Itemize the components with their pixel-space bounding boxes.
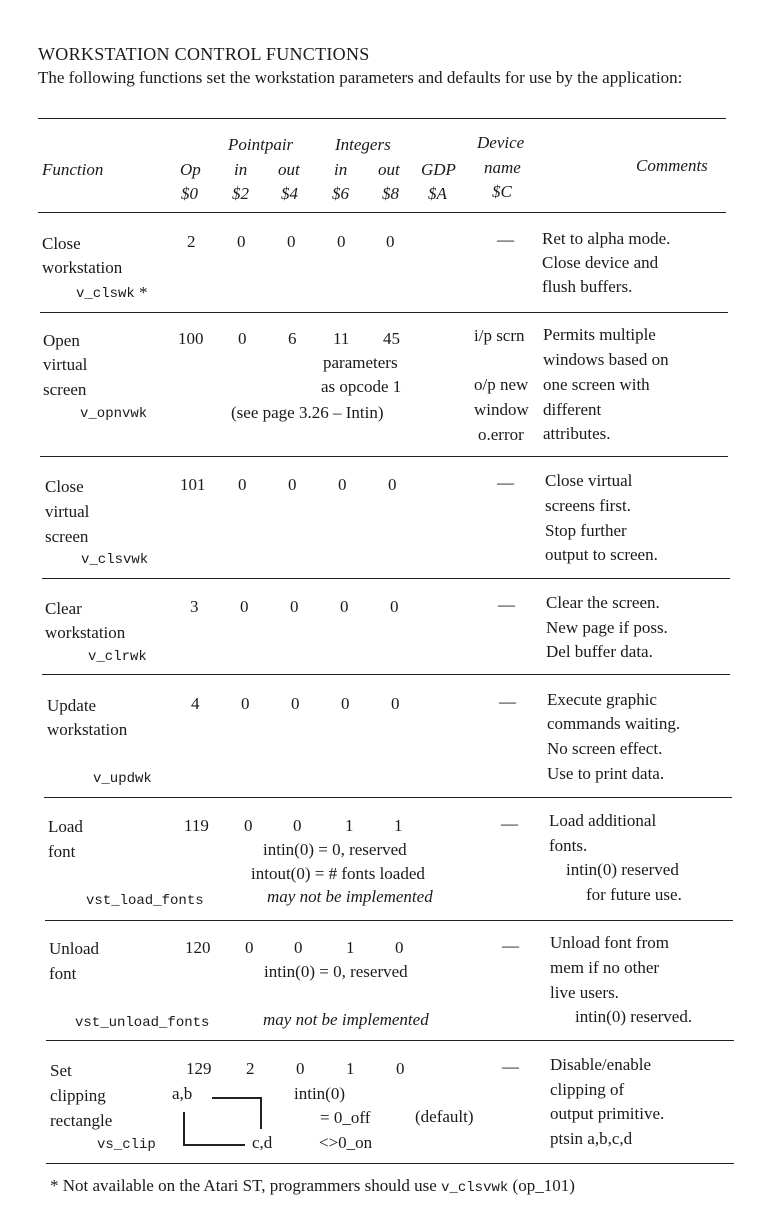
row-int-out: 0 bbox=[390, 597, 399, 616]
row-int-out: 0 bbox=[391, 694, 400, 713]
header-pointpair: Pointpair bbox=[228, 135, 294, 154]
row-comment: Close virtual bbox=[545, 471, 633, 490]
row-comment: No screen effect. bbox=[547, 739, 663, 758]
row-comment: Close device and bbox=[542, 253, 659, 272]
row-pp-out: 0 bbox=[296, 1059, 305, 1078]
row-name: Load bbox=[48, 817, 83, 836]
row-comment: Del buffer data. bbox=[546, 642, 653, 661]
row-code: v_clswk bbox=[76, 286, 135, 302]
header-int-in: in bbox=[334, 160, 348, 179]
row-comment: Clear the screen. bbox=[546, 593, 660, 612]
row-code: vst_unload_fonts bbox=[75, 1015, 210, 1031]
row-int-in: 1 bbox=[345, 816, 354, 835]
row-device: — bbox=[499, 692, 516, 711]
row-pp-in: 2 bbox=[246, 1059, 255, 1078]
row-op: 120 bbox=[185, 938, 211, 957]
row-code: vs_clip bbox=[97, 1137, 156, 1153]
clip-corner-cd: c,d bbox=[252, 1133, 273, 1152]
clip-bracket-bottom bbox=[183, 1144, 245, 1146]
row-int-in: 0 bbox=[341, 694, 350, 713]
row-device: — bbox=[497, 230, 514, 249]
row-pp-in: 0 bbox=[240, 597, 249, 616]
row-note: parameters bbox=[323, 353, 398, 372]
row-pp-in: 0 bbox=[245, 938, 254, 957]
row-int-in: 0 bbox=[338, 475, 347, 494]
row-name: Set bbox=[50, 1061, 72, 1080]
header-op-reg: $0 bbox=[181, 184, 198, 203]
row-code: v_opnvwk bbox=[80, 406, 148, 422]
row-pp-out: 0 bbox=[288, 475, 297, 494]
row-name: Clear bbox=[45, 599, 82, 618]
row-device: window bbox=[474, 400, 529, 419]
row-note: may not be implemented bbox=[267, 887, 433, 906]
row-int-in: 11 bbox=[333, 329, 350, 348]
row-divider bbox=[46, 1040, 734, 1041]
row-pp-in: 0 bbox=[241, 694, 250, 713]
row-device: — bbox=[501, 814, 518, 833]
row-pp-out: 0 bbox=[287, 232, 296, 251]
row-divider bbox=[42, 674, 730, 675]
row-pp-out: 6 bbox=[288, 329, 297, 348]
row-comment: Ret to alpha mode. bbox=[542, 229, 671, 248]
clip-bracket-right bbox=[260, 1097, 262, 1129]
row-name: virtual bbox=[43, 355, 88, 374]
row-comment: one screen with bbox=[543, 375, 650, 394]
row-op: 129 bbox=[186, 1059, 212, 1078]
row-pp-out: 0 bbox=[290, 597, 299, 616]
header-int-in-reg: $6 bbox=[332, 184, 349, 203]
row-name: Unload bbox=[49, 939, 100, 958]
row-comment: clipping of bbox=[550, 1080, 625, 1099]
header-device-name: name bbox=[484, 158, 521, 177]
row-code: v_clsvwk bbox=[81, 552, 149, 568]
rule-header bbox=[38, 212, 726, 213]
header-pp-out: out bbox=[278, 160, 300, 179]
header-pp-out-reg: $4 bbox=[281, 184, 298, 203]
row-comment: ptsin a,b,c,d bbox=[550, 1129, 633, 1148]
row-device: — bbox=[498, 595, 515, 614]
row-comment: mem if no other bbox=[550, 958, 660, 977]
header-device: Device bbox=[477, 133, 525, 152]
header-gdp-reg: $A bbox=[428, 184, 447, 203]
rule-top bbox=[38, 118, 726, 119]
header-gdp: GDP bbox=[421, 160, 456, 179]
row-comment: fonts. bbox=[549, 836, 588, 855]
row-int-in: 0 bbox=[337, 232, 346, 251]
row-name: font bbox=[48, 842, 76, 861]
row-comment: output primitive. bbox=[550, 1104, 665, 1123]
clip-corner-ab: a,b bbox=[172, 1084, 193, 1103]
row-comment: screens first. bbox=[545, 496, 631, 515]
footnote-tail: (op_101) bbox=[512, 1176, 575, 1195]
row-comment: Execute graphic bbox=[547, 690, 657, 709]
row-comment: Use to print data. bbox=[547, 764, 665, 783]
row-device: — bbox=[502, 1057, 519, 1076]
row-pp-in: 0 bbox=[237, 232, 246, 251]
row-int-in: 0 bbox=[340, 597, 349, 616]
row-name: rectangle bbox=[50, 1111, 113, 1130]
row-note: <>0_on bbox=[319, 1133, 373, 1152]
row-divider bbox=[44, 797, 732, 798]
row-op: 2 bbox=[187, 232, 196, 251]
row-divider bbox=[40, 456, 728, 457]
row-pp-out: 0 bbox=[291, 694, 300, 713]
row-op: 119 bbox=[184, 816, 209, 835]
row-note: = 0_off bbox=[320, 1108, 371, 1127]
clip-bracket-top bbox=[212, 1097, 262, 1099]
rule-bottom bbox=[46, 1163, 734, 1164]
footnote-text: * Not available on the Atari ST, programmers should use bbox=[50, 1176, 437, 1195]
row-name: workstation bbox=[47, 720, 128, 739]
header-int-out-reg: $8 bbox=[382, 184, 399, 203]
page-title: WORKSTATION CONTROL FUNCTIONS bbox=[38, 44, 370, 64]
row-name: Open bbox=[43, 331, 80, 350]
row-comment: Stop further bbox=[545, 521, 627, 540]
header-comments: Comments bbox=[636, 156, 708, 175]
row-comment: Unload font from bbox=[550, 933, 669, 952]
row-comment: Disable/enable bbox=[550, 1055, 652, 1074]
row-device: o.error bbox=[478, 425, 524, 444]
row-op: 101 bbox=[180, 475, 206, 494]
header-function: Function bbox=[42, 160, 104, 179]
row-op: 4 bbox=[191, 694, 200, 713]
footnote-code: v_clsvwk bbox=[441, 1180, 509, 1196]
header-integers: Integers bbox=[335, 135, 391, 154]
row-device: — bbox=[502, 936, 519, 955]
row-note: intin(0) = 0, reserved bbox=[263, 840, 407, 859]
clip-bracket-left bbox=[183, 1112, 185, 1146]
intro-text: The following functions set the workstation parameters and defaults for use by the application: bbox=[38, 68, 683, 87]
row-device: i/p scrn bbox=[474, 326, 525, 345]
row-divider bbox=[45, 920, 733, 921]
header-pp-in: in bbox=[234, 160, 248, 179]
row-int-out: 0 bbox=[395, 938, 404, 957]
row-divider bbox=[42, 578, 730, 579]
row-device: — bbox=[497, 473, 514, 492]
row-name: Close bbox=[42, 234, 81, 253]
row-comment: flush buffers. bbox=[542, 277, 633, 296]
row-name: virtual bbox=[45, 502, 90, 521]
row-comment: Load additional bbox=[549, 811, 657, 830]
row-code: v_updwk bbox=[93, 771, 152, 787]
row-name: workstation bbox=[42, 258, 123, 277]
row-comment: live users. bbox=[550, 983, 619, 1002]
row-int-in: 1 bbox=[346, 938, 355, 957]
header-op: Op bbox=[180, 160, 201, 179]
row-pp-in: 0 bbox=[244, 816, 253, 835]
row-comment: commands waiting. bbox=[547, 714, 681, 733]
row-pp-out: 0 bbox=[293, 816, 302, 835]
row-note: intout(0) = # fonts loaded bbox=[251, 864, 425, 883]
row-divider bbox=[40, 312, 728, 313]
row-comment: for future use. bbox=[586, 885, 682, 904]
row-pp-in: 0 bbox=[238, 329, 247, 348]
row-op: 100 bbox=[178, 329, 204, 348]
row-int-out: 0 bbox=[396, 1059, 405, 1078]
row-note: intin(0) bbox=[294, 1084, 345, 1103]
row-note: (default) bbox=[415, 1107, 474, 1126]
row-comment: Permits multiple bbox=[543, 325, 656, 344]
row-int-in: 1 bbox=[346, 1059, 355, 1078]
row-name: Update bbox=[47, 696, 97, 715]
row-int-out: 0 bbox=[386, 232, 395, 251]
row-name: screen bbox=[43, 380, 87, 399]
row-note: may not be implemented bbox=[263, 1010, 429, 1029]
row-pp-in: 0 bbox=[238, 475, 247, 494]
row-note: intin(0) = 0, reserved bbox=[264, 962, 408, 981]
row-pp-out: 0 bbox=[294, 938, 303, 957]
footnote bbox=[50, 1176, 575, 1196]
row-name: screen bbox=[45, 527, 89, 546]
row-comment: different bbox=[543, 400, 602, 419]
header-device-reg: $C bbox=[492, 182, 512, 201]
row-int-out: 45 bbox=[383, 329, 400, 348]
row-name: Close bbox=[45, 477, 84, 496]
header-pp-in-reg: $2 bbox=[232, 184, 249, 203]
row-note: as opcode 1 bbox=[321, 377, 402, 396]
row-comment: New page if poss. bbox=[546, 618, 668, 637]
row-code-mark: * bbox=[139, 283, 148, 302]
row-note: (see page 3.26 – Intin) bbox=[231, 403, 384, 422]
row-code: vst_load_fonts bbox=[86, 893, 204, 909]
row-name: font bbox=[49, 964, 77, 983]
row-op: 3 bbox=[190, 597, 199, 616]
row-comment: intin(0) reserved. bbox=[575, 1007, 693, 1026]
row-comment: attributes. bbox=[543, 424, 611, 443]
row-code: v_clrwk bbox=[88, 649, 147, 665]
row-device: o/p new bbox=[474, 375, 529, 394]
row-int-out: 1 bbox=[394, 816, 403, 835]
row-int-out: 0 bbox=[388, 475, 397, 494]
row-name: clipping bbox=[50, 1086, 106, 1105]
header-int-out: out bbox=[378, 160, 400, 179]
row-name: workstation bbox=[45, 623, 126, 642]
row-comment: intin(0) reserved bbox=[566, 860, 679, 879]
row-comment: windows based on bbox=[543, 350, 669, 369]
row-comment: output to screen. bbox=[545, 545, 658, 564]
